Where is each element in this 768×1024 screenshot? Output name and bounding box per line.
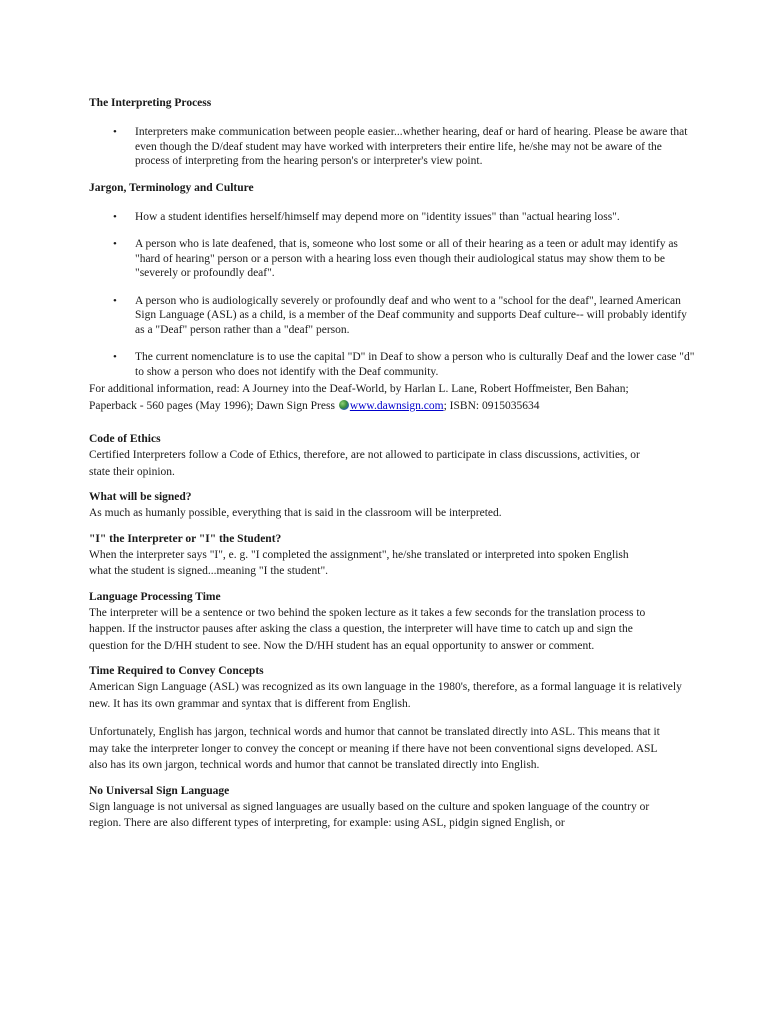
globe-icon	[339, 400, 349, 410]
list-item: • The current nomenclature is to use the capital "D" in Deaf to show a person who is culturally Deaf and the lower case "d" to show a person who does not identify with the Deaf community.	[113, 351, 695, 378]
section-heading-code-of-ethics: Code of Ethics	[89, 433, 161, 445]
section-heading-what-signed: What will be signed?	[89, 491, 192, 503]
bullet-icon: •	[113, 210, 117, 223]
section-heading-processing-time: Language Processing Time	[89, 590, 221, 603]
convey-concepts-text-2: Unfortunately, English has jargon, technical words and humor that cannot be translated directly into ASL. This means that it may take the interpreter longer to convey the concept or meaning if there have not been conventional signs developed. ASL also has its own jargon, technical words and humor that cannot be translated directly into English.	[89, 726, 660, 771]
bullet-list-interpreting	[89, 125, 689, 169]
bullet-list-jargon	[89, 210, 695, 380]
section-heading-interpreting-process: The Interpreting Process	[89, 97, 212, 109]
section-heading-no-universal: No Universal Sign Language	[89, 784, 230, 797]
section-heading-jargon: Jargon, Terminology and Culture	[89, 181, 254, 194]
bullet-icon: •	[113, 294, 117, 307]
bullet-icon: •	[113, 238, 117, 250]
section-heading-convey-concepts: Time Required to Convey Concepts	[89, 665, 264, 677]
list-item: • A person who is audiologically severely or profoundly deaf and who went to a "school for the deaf", learned American Sign Language (ASL) as a child, is a member of the Deaf community and supports Deaf culture-- will probably identify as a "Deaf" person rather than a "deaf" person.	[113, 294, 687, 336]
i-interpreter-text: When the interpreter says "I", e. g. "I completed the assignment", he/she translated or interpreted into spoken English what the student is signed...meaning "I the student".	[89, 548, 629, 577]
list-item: • A person who is late deafened, that is, someone who lost some or all of their hearing as a teen or adult may identify as "hard of hearing" person or a person with a hearing loss even though their audiological status may show them to be "severely or profoundly deaf".	[113, 238, 678, 279]
bullet-icon: •	[113, 351, 117, 363]
bullet-icon: •	[113, 126, 117, 138]
processing-time-text: The interpreter will be a sentence or two behind the spoken lecture as it takes a few seconds for the translation process to happen. If the instructor pauses after asking the class a question, the interpreter will have time to catch up and sign the question for the D/HH student to see. Now the D/HH student has an equal opportunity to answer or comment.	[89, 606, 646, 652]
code-of-ethics-text: Certified Interpreters follow a Code of Ethics, therefore, are not allowed to participate in class discussions, activities, or state their opinion.	[89, 449, 640, 478]
no-universal-text: Sign language is not universal as signed languages are usually based on the culture and spoken language of the country or region. There are also different types of interpreting, for example: using ASL, pidgin signed English, or	[89, 800, 650, 829]
convey-concepts-text-1: American Sign Language (ASL) was recognized as its own language in the 1980's, therefore, as a formal language it is relatively new. It has its own grammar and syntax that is different from English.	[89, 681, 682, 710]
list-item: • How a student identifies herself/himself may depend more on "identity issues" than "actual hearing loss".	[113, 210, 620, 223]
dawnsign-link[interactable]: www.dawnsign.com	[349, 399, 444, 412]
what-signed-text: As much as humanly possible, everything that is said in the classroom will be interpreted.	[89, 507, 502, 519]
list-item: • Interpreters make communication between people easier...whether hearing, deaf or hard of hearing. Please be aware that even though the D/deaf student may have worked with interpreters their entire life, he/she may not be aware of the process of interpreting from the hearing person's or interpreter's view point.	[113, 126, 688, 167]
additional-info-paragraph: For additional information, read: A Journey into the Deaf-World, by Harlan L. Lane, Robert Hoffmeister, Ben Bahan; Paperback - 560 pages (May 1996); Dawn Sign Press www.dawnsign.com; ISBN: 0915035634	[89, 383, 629, 412]
section-heading-i-interpreter: "I" the Interpreter or "I" the Student?	[89, 532, 282, 545]
document-page	[89, 96, 695, 832]
